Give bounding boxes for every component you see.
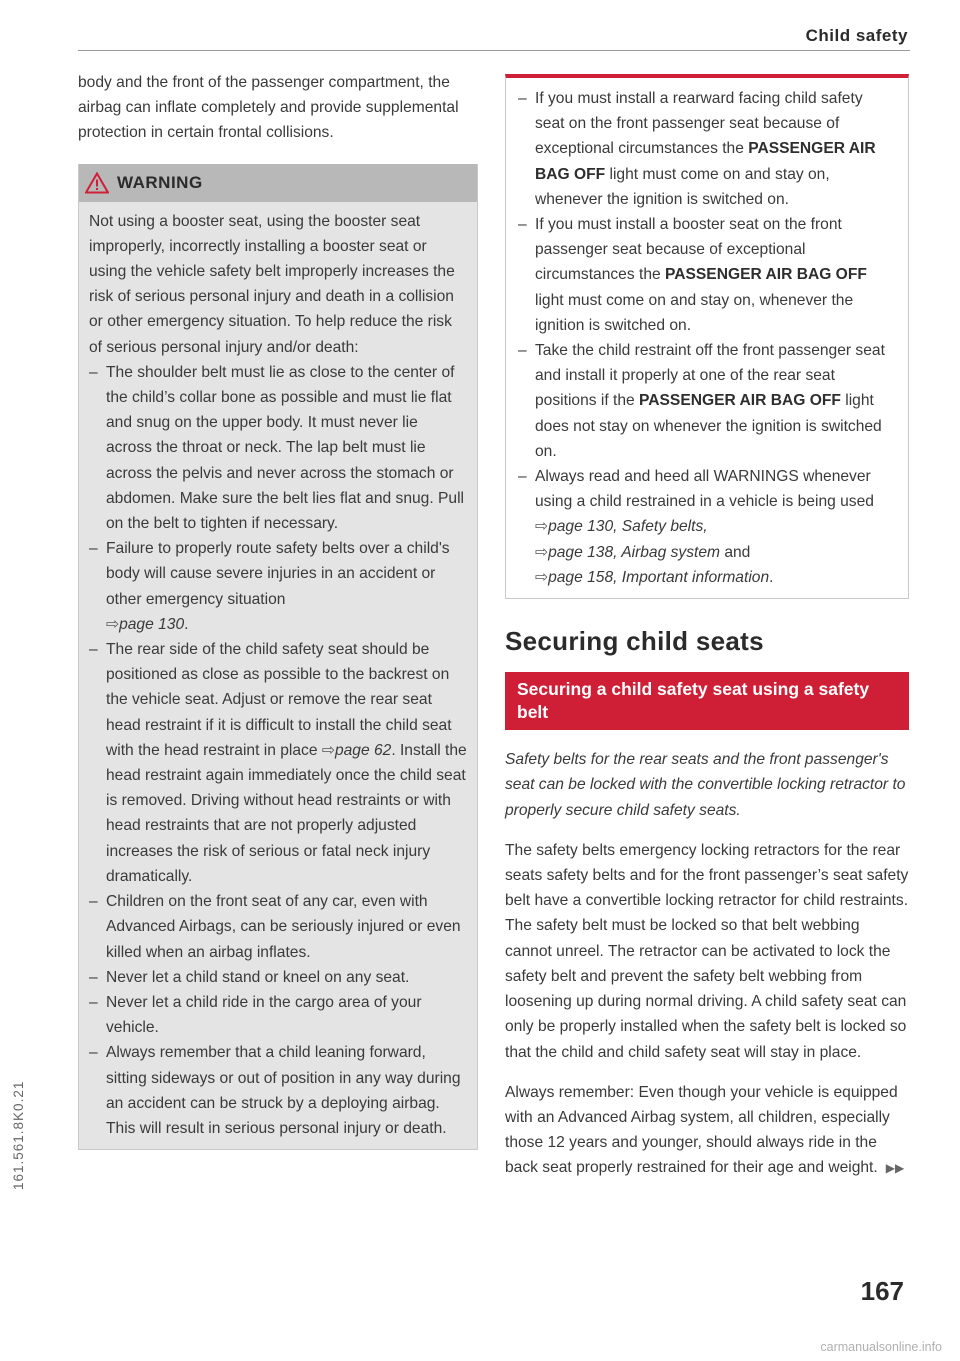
arrow-right-icon: ⇨ bbox=[535, 568, 549, 586]
caution-item: – If you must install a rearward facing child safety seat on the front passenger seat because of exceptional circumstances the PASSENGER AIR BAG OFF light must come on and stay on, whenever the ignition is switched on. bbox=[518, 86, 896, 212]
page-reference-link[interactable]: page 62 bbox=[334, 741, 392, 759]
arrow-right-icon: ⇨ bbox=[535, 543, 549, 561]
caution-item: – If you must install a booster seat on the front passenger seat because of exceptional circumstances the PASSENGER AIR BAG OFF light must come on and stay on, whenever the ignition is switched on. bbox=[518, 212, 896, 338]
left-column bbox=[78, 70, 478, 1150]
warning-body bbox=[79, 202, 477, 1150]
continue-arrow-icon: ▶▶ bbox=[885, 1161, 905, 1176]
warning-item: – Never let a child ride in the cargo area of your vehicle. bbox=[89, 990, 467, 1040]
caution-item: – Take the child restraint off the front passenger seat and install it properly at one of the rear seat positions if the PASSENGER AIR BAG OFF light does not stay on whenever the ignition is switched on. bbox=[518, 338, 896, 464]
warning-box bbox=[78, 164, 478, 1151]
page-section-title: Child safety bbox=[805, 26, 908, 45]
page-reference-link[interactable]: page 158, Important information bbox=[548, 568, 770, 586]
arrow-right-icon: ⇨ bbox=[535, 518, 549, 536]
warning-item: – The rear side of the child safety seat should be positioned as close as possible to the backrest on the vehicle seat. Adjust or remove the rear seat head restraint if it is difficult to install the child seat with the head restraint in place ⇨page 62. Install the head restraint again immediately once the child seat is removed. Driving without head restraints or with head restraints that are not properly adjusted increases the risk of serious or fatal neck injury dramatically. bbox=[89, 637, 467, 889]
warning-triangle-icon bbox=[85, 172, 109, 194]
page-reference-link[interactable]: page 130 bbox=[119, 615, 185, 633]
body-paragraph: The safety belts emergency locking retractors for the rear seats safety belts and for the front passenger’s seat safety belt have a convertible locking retractor for child restraints. The safety belt must be locked so that belt webbing cannot unreel. The retractor can be activated to lock the safety belt and prevent the safety belt webbing from loosening up during normal driving. A child safety seat can only be properly installed when the safety belt is locked so that the child and child safety seat will stay in place. bbox=[505, 841, 909, 1061]
page-number: 167 bbox=[860, 1276, 904, 1306]
arrow-right-icon: ⇨ bbox=[106, 615, 120, 633]
caution-list bbox=[518, 86, 896, 590]
arrow-right-icon: ⇨ bbox=[321, 741, 335, 759]
warning-label: WARNING bbox=[117, 173, 203, 192]
warning-list bbox=[89, 360, 467, 1141]
subsection-intro: Safety belts for the rear seats and the front passenger's seat can be locked with the convertible locking retractor to properly secure child safety seats. bbox=[505, 751, 906, 819]
warning-item: – Children on the front seat of any car, even with Advanced Airbags, can be seriously injured or even killed when an airbag inflates. bbox=[89, 889, 467, 965]
warning-item: – Failure to properly route safety belts over a child's body will cause severe injuries in an accident or other emergency situation ⇨page 130. bbox=[89, 536, 467, 637]
page-reference-link[interactable]: page 138, Airbag system bbox=[548, 543, 720, 561]
header-divider bbox=[78, 50, 910, 51]
warning-item: – Always remember that a child leaning forward, sitting sideways or out of position in any way during an accident can be struck by a deploying airbag. This will result in serious personal injury or death. bbox=[89, 1040, 467, 1141]
warning-header bbox=[79, 164, 477, 202]
body-paragraph: Always remember: Even though your vehicle is equipped with an Advanced Airbag system, all children, especially those 12 years and younger, should always ride in the back seat properly restrained for their age and weight. ▶▶ bbox=[505, 1083, 905, 1177]
caution-bullet-box bbox=[505, 74, 909, 599]
warning-item: – The shoulder belt must lie as close to the center of the child’s collar bone as possible and must lie flat and snug on the upper body. It must never lie across the throat or neck. The lap belt must lie across the pelvis and never across the stomach or abdomen. Make sure the belt lies flat and snug. Pull on the belt to tighten if necessary. bbox=[89, 360, 467, 536]
warning-intro: Not using a booster seat, using the booster seat improperly, incorrectly installing a booster seat or using the vehicle safety belt improperly increases the risk of serious personal injury and death in a collision or other emergency situation. To help reduce the risk of serious personal injury and/or death: bbox=[89, 212, 455, 356]
watermark: carmanualsonline.info bbox=[820, 1340, 942, 1354]
section-heading: Securing child seats bbox=[505, 626, 764, 657]
intro-paragraph: body and the front of the passenger compartment, the airbag can inflate completely and provide supplemental protection in certain frontal collisions. bbox=[78, 74, 459, 142]
caution-item: – Always read and heed all WARNINGS whenever using a child restrained in a vehicle is being used ⇨page 130, Safety belts, ⇨page 138, Airbag system and ⇨page 158, Important information. bbox=[518, 464, 896, 590]
page-reference-link[interactable]: page 130, Safety belts, bbox=[548, 518, 708, 536]
right-column bbox=[505, 74, 909, 1182]
warning-item: – Never let a child stand or kneel on any seat. bbox=[89, 965, 467, 990]
document-code: 161.561.8K0.21 bbox=[11, 1080, 26, 1190]
subsection-banner: Securing a child safety seat using a safety belt bbox=[505, 672, 909, 730]
